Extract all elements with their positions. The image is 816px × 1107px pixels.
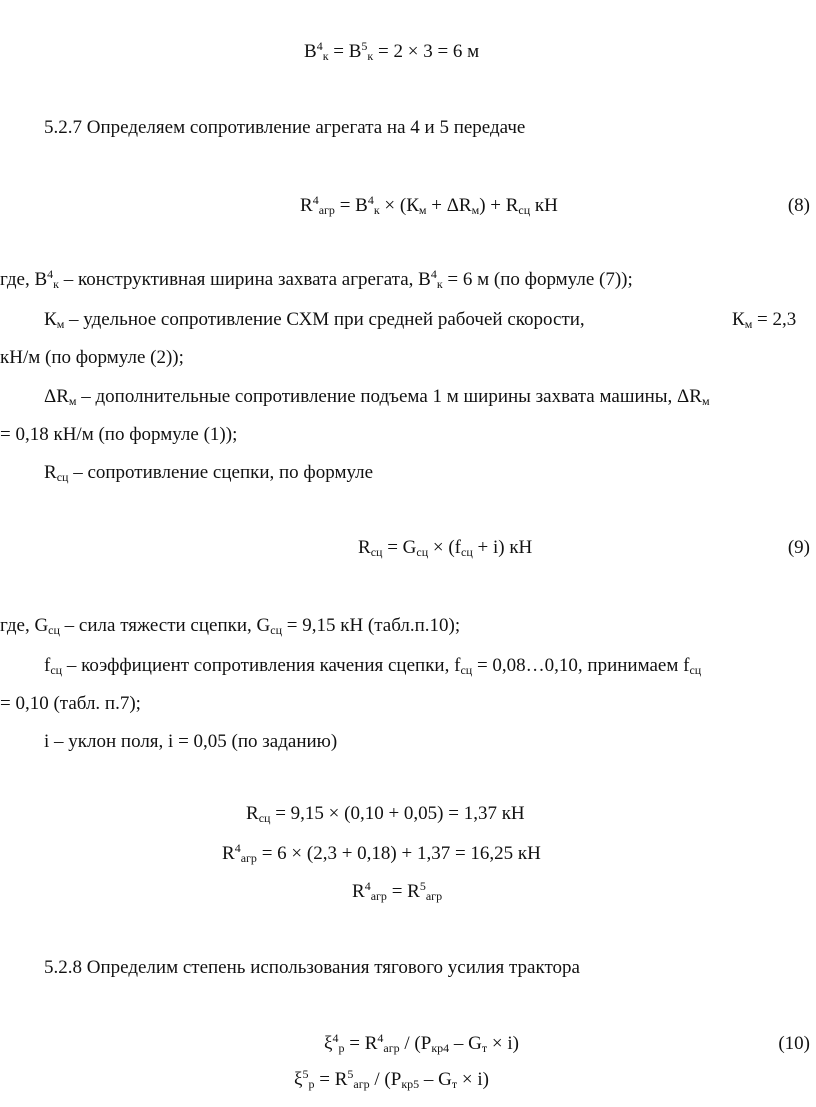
formula-8: $R^4_{агр} = B^4_к \times (К_м + \Delta R_м) + R_{сц}$ кН <box>300 193 558 217</box>
formula-width: $B^4_к = B^5_к = 2 \times 3 = 6$ м <box>304 39 480 63</box>
definition-i: i – уклон поля, i = 0,05 (по заданию) <box>44 731 338 752</box>
definition-km-value: $К_м = 2,3$ <box>732 309 797 331</box>
definition-delta-rm: $\Delta R_м$ – дополнительные сопротивление подъема 1 м ширины захвата машины, $\Delta R_м$ <box>44 386 710 408</box>
definition-fsc-continued: = 0,10 (табл. п.7); <box>0 693 141 714</box>
definition-km: $К_м$ – удельное сопротивление СХМ при средней рабочей скорости, <box>44 309 585 331</box>
definition-fsc: $f_{сц}$ – коэффициент сопротивления качения сцепки, $f_{сц}$ = 0,08…0,10, принимаем $f_{сц}$ <box>44 655 702 677</box>
definition-delta-rm-continued: = 0,18 кН/м (по формуле (1)); <box>0 424 238 445</box>
equation-number-8: (8) <box>787 195 810 216</box>
calculation-rsc: $R_{сц} = 9,15 \times (0,10 + 0,05) = 1,37$ кН <box>246 803 525 825</box>
section-heading-527: 5.2.7 Определяем сопротивление агрегата на 4 и 5 передаче <box>44 117 526 138</box>
calculation-r4agr: $R^4_{агр} = 6 \times (2,3 + 0,18) + 1,37 = 16,25$ кН <box>222 841 541 865</box>
calculation-r4-equals-r5: $R^4_{агр} = R^5_{агр}$ <box>352 879 443 903</box>
formula-10-fifth-gear: $\xi^5_р = R^5_{агр} / (P_{кр5} - G_т \times i)$ <box>294 1067 489 1091</box>
equation-number-10: (10) <box>778 1033 810 1054</box>
definition-km-continued: кН/м (по формуле (2)); <box>0 347 184 368</box>
formula-9: $R_{сц} = G_{сц} \times (f_{сц} + i)$ кН <box>358 537 533 559</box>
formula-10: $\xi^4_р = R^4_{агр} / (P_{кр4} - G_т \times i)$ <box>324 1031 519 1055</box>
definition-b4k: где, $B^4_к$ – конструктивная ширина захвата агрегата, $B^4_к = 6$ м (по формуле (7)); <box>0 267 633 291</box>
definition-gsc: где, $G_{сц}$ – сила тяжести сцепки, $G_{сц} = 9,15$ кН (табл.п.10); <box>0 615 461 637</box>
section-heading-528: 5.2.8 Определим степень использования тягового усилия трактора <box>44 957 580 978</box>
definition-rsc: $R_{сц}$ – сопротивление сцепки, по формуле <box>44 462 374 484</box>
equation-number-9: (9) <box>787 537 810 558</box>
